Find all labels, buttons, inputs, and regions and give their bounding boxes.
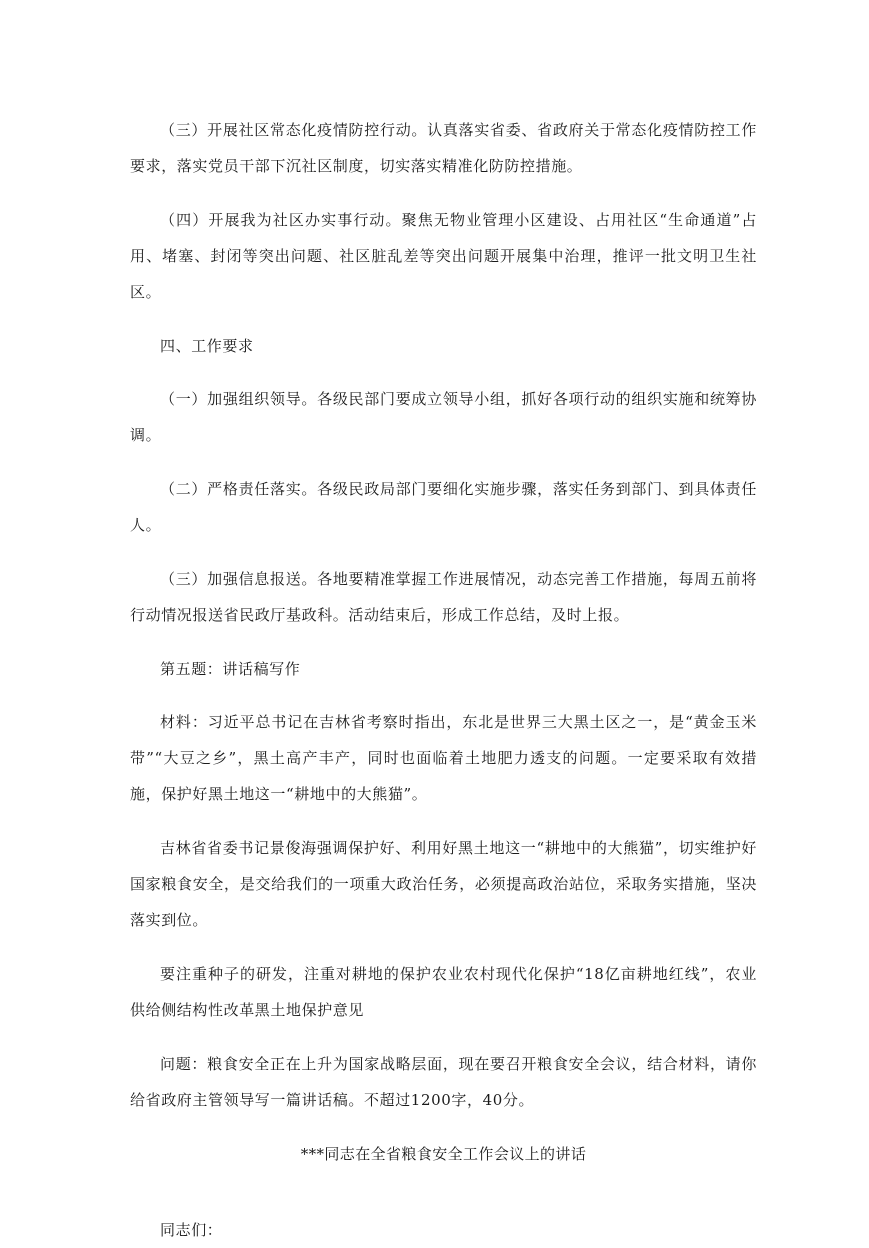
paragraph-community-epidemic: （三）开展社区常态化疫情防控行动。认真落实省委、省政府关于常态化疫情防控工作要求，落实党员干部下沉社区制度，切实落实精准化防防控措施。: [130, 121, 757, 175]
section-heading-work-requirements: 四、工作要求: [160, 337, 254, 355]
paragraph-jilin-secretary: 吉林省省委书记景俊海强调保护好、利用好黑土地这一“耕地中的大熊猫”，切实维护好国家粮食安全，是交给我们的一项重大政治任务，必须提高政治站位，采取务实措施，坚决落实到位。: [130, 839, 757, 929]
paragraph-material: 材料：习近平总书记在吉林省考察时指出，东北是世界三大黑土区之一，是“黄金玉米带”“大豆之乡”，黑土高产丰产，同时也面临着土地肥力透支的问题。一定要采取有效措施，保护好黑土地这一“耕地中的大熊猫”。: [130, 713, 757, 803]
paragraph-question: 问题：粮食安全正在上升为国家战略层面，现在要召开粮食安全会议，结合材料，请你给省政府主管领导写一篇讲话稿。不超过1200字，40分。: [130, 1055, 757, 1109]
speech-title: ***同志在全省粮食安全工作会议上的讲话: [300, 1145, 587, 1163]
paragraph-seed-research: 要注重种子的研发，注重对耕地的保护农业农村现代化保护“18亿亩耕地红线”，农业供给侧结构性改革黑土地保护意见: [130, 965, 757, 1019]
paragraph-organization: （一）加强组织领导。各级民部门要成立领导小组，抓好各项行动的组织实施和统筹协调。: [130, 390, 757, 444]
paragraph-responsibility: （二）严格责任落实。各级民政局部门要细化实施步骤，落实任务到部门、到具体责任人。: [130, 480, 757, 534]
paragraph-reporting: （三）加强信息报送。各地要精准掌握工作进展情况，动态完善工作措施，每周五前将行动情况报送省民政厅基政科。活动结束后，形成工作总结，及时上报。: [130, 570, 757, 624]
salutation: 同志们：: [160, 1221, 223, 1239]
paragraph-community-service: （四）开展我为社区办实事行动。聚焦无物业管理小区建设、占用社区“生命通道”占用、堵塞、封闭等突出问题、社区脏乱差等突出问题开展集中治理，推评一批文明卫生社区。: [130, 211, 757, 301]
question-heading: 第五题：讲话稿写作: [160, 660, 301, 678]
